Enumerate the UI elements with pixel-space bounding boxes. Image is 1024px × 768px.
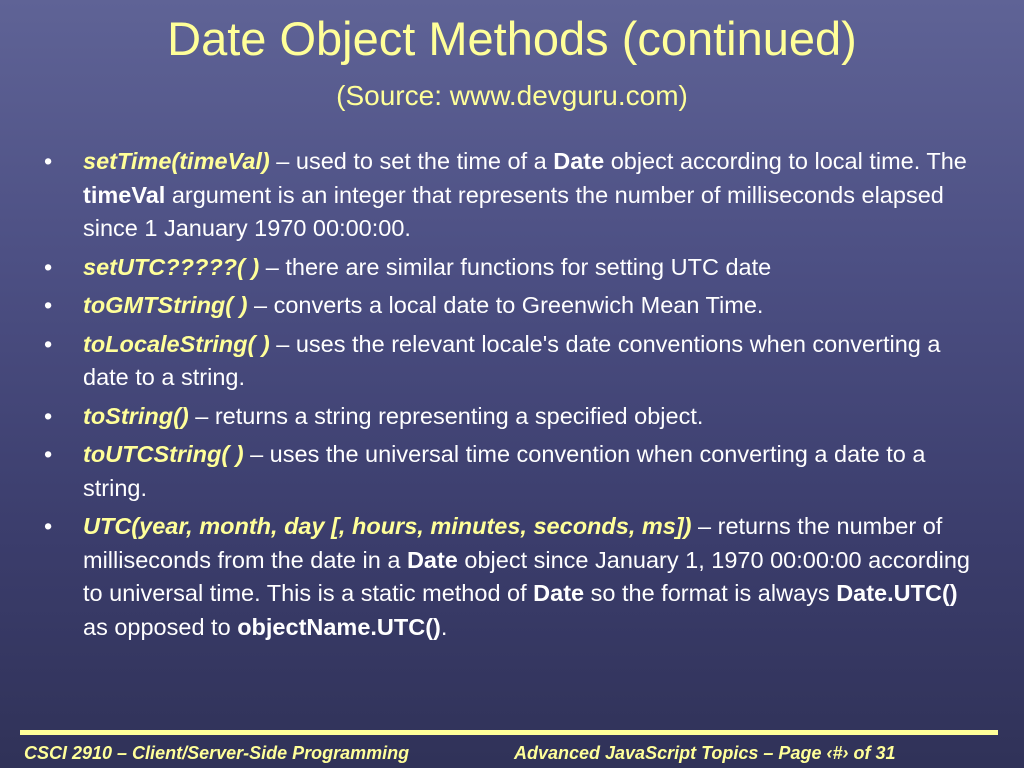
bullet-item bbox=[44, 438, 974, 505]
slide-subtitle: (Source: www.devguru.com) bbox=[336, 80, 688, 111]
method-name: setUTC?????( ) bbox=[83, 253, 260, 280]
bullet-text: – uses the universal time convention when converting a date to a string. bbox=[83, 441, 926, 501]
slide-title: Date Object Methods (continued) bbox=[167, 12, 857, 65]
keyword-text: timeVal bbox=[83, 181, 166, 208]
method-name: toUTCString( ) bbox=[83, 441, 244, 467]
method-name: toString() bbox=[83, 402, 189, 429]
footer-divider bbox=[20, 730, 998, 735]
bullet-text: – returns the number of milliseconds from the date in a bbox=[83, 513, 943, 573]
bullet-marker: • bbox=[44, 402, 53, 429]
bullet-text: so the format is always bbox=[584, 580, 837, 606]
bullet-marker: • bbox=[44, 330, 53, 357]
bullet-text: – uses the relevant locale's date conventions when converting a date to a string. bbox=[83, 330, 941, 390]
keyword-text: objectName.UTC() bbox=[237, 613, 441, 640]
bullet-text: object according to local time. The bbox=[604, 148, 967, 174]
footer bbox=[24, 741, 1004, 765]
method-name: toLocaleString( ) bbox=[83, 330, 270, 357]
keyword-text: Date bbox=[553, 148, 605, 174]
bullet-text: – converts a local date to Greenwich Mean Time. bbox=[247, 292, 764, 318]
bullet-item bbox=[44, 400, 974, 434]
bullet-text: as opposed to bbox=[83, 613, 238, 640]
method-name: setTime(timeVal) bbox=[83, 148, 270, 174]
bullet-text: argument is an integer that represents the number of milliseconds elapsed since 1 January 1970 00:00:00. bbox=[83, 181, 944, 241]
bullet-list bbox=[44, 145, 974, 649]
bullet-marker: • bbox=[44, 292, 53, 318]
bullet-item bbox=[44, 145, 974, 246]
bullet-marker: • bbox=[44, 148, 53, 174]
bullet-item bbox=[44, 289, 974, 323]
keyword-text: Date.UTC() bbox=[836, 580, 958, 606]
bullet-marker: • bbox=[44, 513, 53, 539]
bullet-text: – used to set the time of a bbox=[269, 148, 554, 174]
bullet-marker: • bbox=[44, 253, 53, 280]
bullet-item bbox=[44, 251, 974, 285]
method-name: toGMTString( ) bbox=[83, 292, 248, 318]
footer-page-label: Advanced JavaScript Topics – Page ‹#› of 31 bbox=[514, 743, 896, 763]
bullet-text: – there are similar functions for setting UTC date bbox=[259, 253, 772, 280]
keyword-text: Date bbox=[533, 580, 585, 606]
bullet-marker: • bbox=[44, 441, 53, 467]
footer-course-label: CSCI 2910 – Client/Server-Side Programming bbox=[24, 743, 410, 763]
bullet-item bbox=[44, 510, 974, 644]
bullet-text: object since January 1, 1970 00:00:00 according to universal time. This is a static method of bbox=[83, 546, 970, 606]
bullet-text: – returns a string representing a specified object. bbox=[188, 402, 704, 429]
keyword-text: Date bbox=[406, 546, 458, 573]
bullet-item bbox=[44, 328, 974, 395]
bullet-text: . bbox=[440, 613, 448, 640]
method-name: UTC(year, month, day [, hours, minutes, seconds, ms]) bbox=[83, 513, 692, 539]
